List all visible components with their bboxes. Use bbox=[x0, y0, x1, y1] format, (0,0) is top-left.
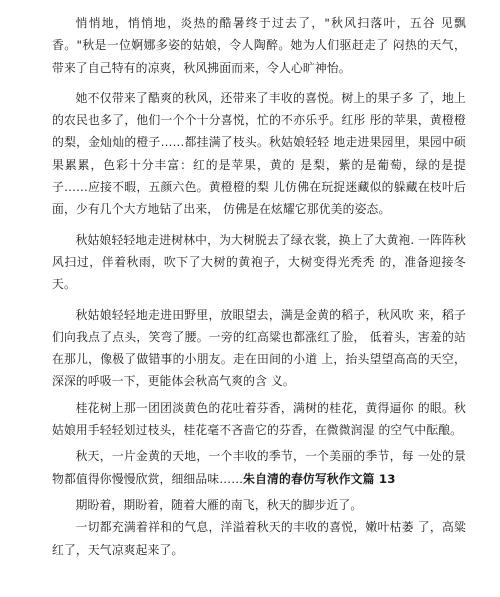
paragraph-6 bbox=[52, 445, 466, 490]
paragraph-5: 桂花树上那一团团淡黄色的花吐着芬香，满树的桂花，黄得逼你 的眼。秋姑娘用手轻轻划过枝头，桂花毫不吝啬它的芬香，在微微润湿 的空气中酝酿。 bbox=[52, 400, 466, 438]
section-title: 朱自清的春仿写秋作文篇 13 bbox=[243, 471, 396, 486]
paragraph-7: 期盼着，期盼着，随着大雁的南飞，秋天的脚步近了。 bbox=[75, 497, 363, 512]
paragraph-3: 秋姑娘轻轻地走进树林中，为大树脱去了绿衣裳，换上了大黄袍. 一阵阵秋风扫过，伴着秋雨，吹下了大树的黄袍子，大树变得光秃秃 的，准备迎接冬天。 bbox=[52, 232, 466, 292]
paragraph-1: 悄悄地，悄悄地，炎热的酷暑终于过去了，"秋风扫落叶，五谷 见飘香。"秋是一位婀娜多姿的姑娘，令人陶醉。她为人们驱赶走了 闷热的天气，带来了自己特有的凉爽，秋风拂面而来，令人心旷神怡。 bbox=[52, 16, 466, 75]
paragraph-2: 她不仅带来了酷爽的秋风，还带来了丰收的喜悦。树上的果子多 了，地上的农民也多了，他们一个个十分喜悦，忙的不亦乐乎。红彤 彤的苹果，黄橙橙的梨，金灿灿的橙子……都挂满了枝头。秋姑娘轻轻 地走进果园里，果园中硕果累累，色彩十分丰富：红的是苹果，黄的 是梨，紫的是葡萄，绿的是提子……应接不暇，五颜六色。黄橙橙的梨 儿仿佛在玩捉迷藏似的躲藏在枝叶后面，少有几个大方地钻了出来， 仿佛是在炫耀它那优美的姿态。 bbox=[52, 90, 466, 217]
paragraph-6-text: 秋天，一片金黄的天地，一个丰收的季节，一个美丽的季节，每 一处的景物都值得你慢慢欣赏，细细品味…… bbox=[52, 449, 466, 486]
paragraph-8: 一切都充满着祥和的气息，洋溢着秋天的丰收的喜悦，嫩叶枯萎 了，高粱红了，天气凉爽起来了。 bbox=[52, 520, 466, 557]
document-page bbox=[52, 12, 466, 561]
paragraph-4: 秋姑娘轻轻地走进田野里，放眼望去，满是金黄的稻子，秋风吹 来，稻子们向我点了点头，笑弯了腰。一旁的红高粱也都涨红了脸， 低着头，害羞的站在那儿，像极了做错事的小朋友。走在田间的小道 上，抬头望望高高的天空，深深的呼吸一下，更能体会秋高气爽的含 义。 bbox=[52, 307, 466, 389]
